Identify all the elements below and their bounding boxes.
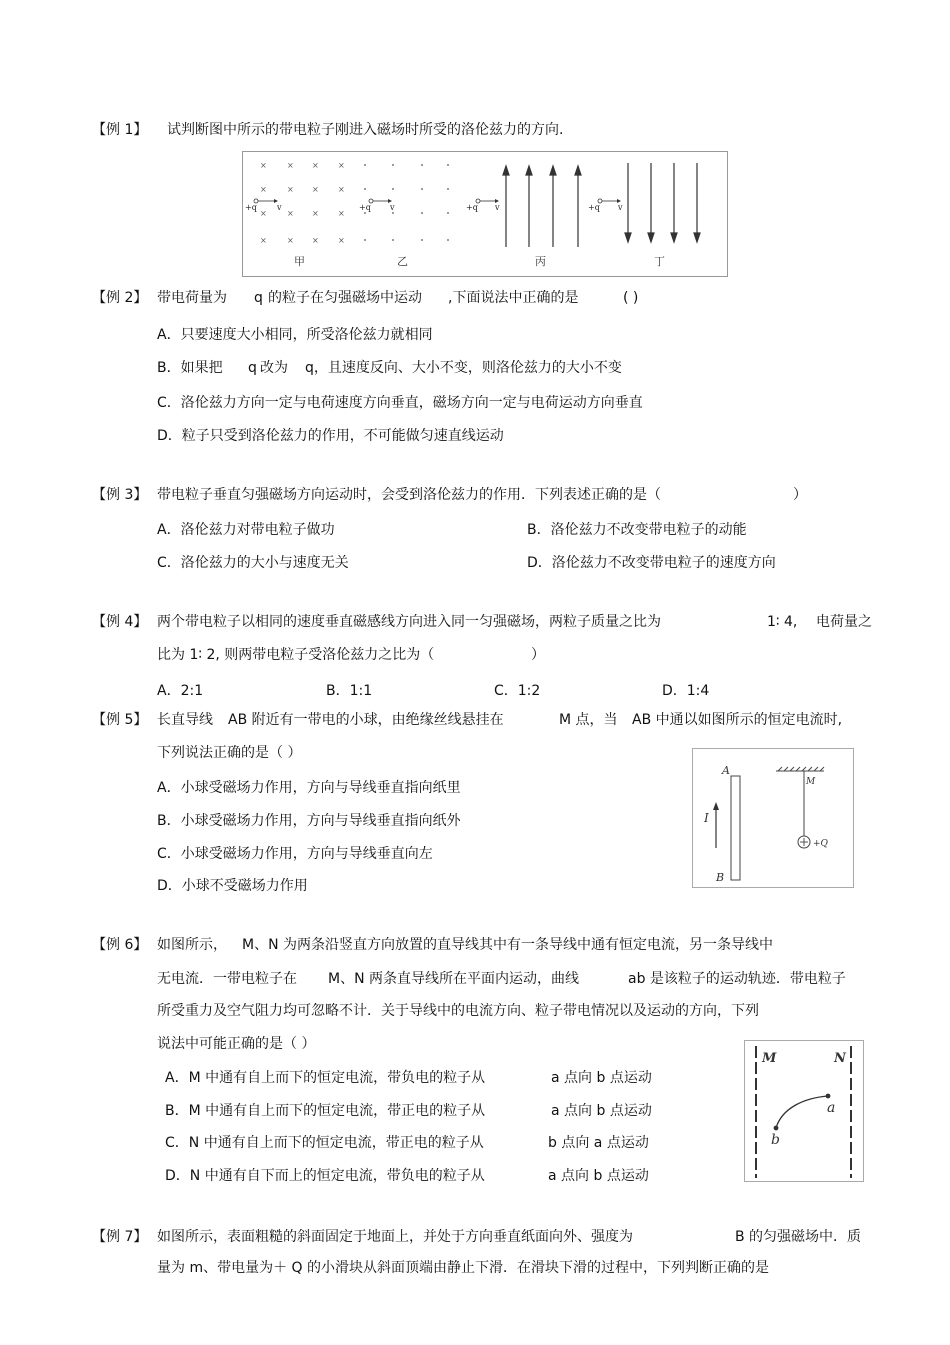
wire-ab: [731, 776, 740, 880]
ex5-option-a: A．小球受磁场力作用，方向与导线垂直指向纸里: [157, 780, 461, 796]
ex4-stem2: 电荷量之: [816, 614, 872, 630]
ex5-s1: 长直导线: [157, 712, 213, 728]
velocity-label: v: [390, 203, 395, 212]
ex2-option-b3: 改为: [260, 360, 288, 376]
ex4-stem1: 两个带电粒子以相同的速度垂直磁感线方向进入同一匀强磁场，两粒子质量之比为: [157, 614, 661, 630]
svg-text:×: ×: [287, 161, 294, 170]
charge-label: +q: [588, 203, 600, 212]
svg-text:×: ×: [312, 236, 319, 245]
ex6-figure: [744, 1040, 864, 1182]
ex4-option-b: B．1:1: [326, 683, 373, 699]
ex5-tag: 【例 5】: [92, 712, 148, 728]
charge-bing: [466, 199, 500, 212]
ex2-option-c: C．洛伦兹力方向一定与电荷速度方向垂直，磁场方向一定与电荷运动方向垂直: [157, 395, 643, 411]
ex5-option-c: C．小球受磁场力作用，方向与导线垂直向左: [157, 846, 433, 862]
ex6-l4: 说法中可能正确的是（ ）: [157, 1036, 316, 1052]
ex6-option-a1: A．M 中通有自上而下的恒定电流，带负电的粒子从: [165, 1070, 486, 1086]
charge-label: +q: [466, 203, 478, 212]
ex4-paren-close: ）: [531, 647, 545, 663]
ex4-tag: 【例 4】: [92, 614, 148, 630]
ex5-option-d: D．小球不受磁场力作用: [157, 878, 308, 894]
svg-text:×: ×: [260, 161, 267, 170]
ex2-option-b1: B．如果把: [157, 360, 223, 376]
ex2-option-b4: q，且速度反向、大小不变，则洛伦兹力的大小不变: [305, 360, 622, 376]
charge-yi: [359, 199, 395, 212]
panel-label-jia: 甲: [294, 255, 305, 268]
ex3-paren-close: ）: [793, 487, 807, 503]
ex4-option-d: D．1:4: [662, 683, 710, 699]
svg-text:×: ×: [338, 236, 345, 245]
ex4-option-c: C．1:2: [494, 683, 541, 699]
label-q: +Q: [813, 839, 828, 849]
ex6-option-b1: B．M 中通有自上而下的恒定电流，带正电的粒子从: [165, 1103, 486, 1119]
svg-text:×: ×: [260, 209, 267, 218]
ex6-l1a: 如图所示，: [157, 937, 227, 953]
ex5-figure: [692, 748, 854, 888]
charge-label: +q: [359, 203, 371, 212]
ex6-l3: 所受重力及空气阻力均可忽略不计．关于导线中的电流方向、粒子带电情况以及运动的方向，下列: [157, 1003, 759, 1019]
svg-text:×: ×: [287, 185, 294, 194]
panel-ding-field: [625, 163, 700, 242]
ex3-option-a: A．洛伦兹力对带电粒子做功: [157, 522, 335, 538]
label-a: A: [722, 764, 730, 777]
ex6-l2b: M、N 两条直导线所在平面内运动，曲线: [328, 971, 580, 987]
ex5-s4: AB 中通以如图所示的恒定电流时,: [632, 712, 843, 728]
ex6-l1b: M、N 为两条沿竖直方向放置的直导线其中有一条导线中通有恒定电流，另一条导线中: [242, 937, 773, 953]
svg-text:×: ×: [260, 236, 267, 245]
svg-text:×: ×: [287, 236, 294, 245]
ex6-option-a2: a 点向 b 点运动: [551, 1070, 652, 1086]
label-a: a: [827, 1100, 836, 1116]
panel-jia-crosses: [260, 161, 345, 245]
ex2-stem-a: 带电荷量为: [157, 290, 227, 306]
ex3-option-d: D．洛伦兹力不改变带电粒子的速度方向: [527, 555, 776, 571]
ex6-option-d2: a 点向 b 点运动: [548, 1168, 649, 1184]
ex3-option-b: B．洛伦兹力不改变带电粒子的动能: [527, 522, 747, 538]
ex2-answer-paren: ( ): [623, 290, 639, 306]
svg-text:×: ×: [260, 185, 267, 194]
label-b: B: [716, 871, 725, 884]
panel-label-ding: 丁: [654, 255, 665, 268]
ex5-s2: AB 附近有一带电的小球，由绝缘丝线悬挂在: [228, 712, 504, 728]
panel-yi-dots: [364, 164, 449, 241]
svg-text:×: ×: [312, 185, 319, 194]
ex6-l2a: 无电流．一带电粒子在: [157, 971, 297, 987]
velocity-label: v: [277, 203, 282, 212]
ex6-l2c: ab 是该粒子的运动轨迹．带电粒子: [628, 971, 846, 987]
label-b: b: [771, 1132, 780, 1148]
ex4-option-a: A．2:1: [157, 683, 204, 699]
ex2-option-b2: q: [248, 360, 257, 376]
svg-text:×: ×: [338, 161, 345, 170]
panel-label-bing: 丙: [535, 255, 546, 268]
label-m: M: [806, 777, 816, 787]
ex7-l2: 量为 m、带电量为＋ Q 的小滑块从斜面顶端由静止下滑．在滑块下滑的过程中，下列判断正确的是: [157, 1260, 770, 1276]
velocity-label: v: [618, 203, 623, 212]
ex4-ratio: 1∶ 4,: [767, 614, 798, 630]
ex6-tag: 【例 6】: [92, 937, 148, 953]
ex3-stem: 带电粒子垂直匀强磁场方向运动时，会受到洛伦兹力的作用．下列表述正确的是（: [157, 487, 661, 503]
ex2-stem-d: ,下面说法中正确的是: [448, 290, 579, 306]
ex1-question: 试判断图中所示的带电粒子刚进入磁场时所受的洛伦兹力的方向.: [167, 122, 564, 138]
ex6-option-b2: a 点向 b 点运动: [551, 1103, 652, 1119]
ex6-option-c1: C．N 中通有自上而下的恒定电流，带正电的粒子从: [165, 1135, 484, 1151]
velocity-label: v: [495, 203, 500, 212]
svg-text:×: ×: [312, 161, 319, 170]
panel-label-yi: 乙: [397, 255, 408, 268]
label-i: I: [704, 811, 709, 825]
ex3-tag: 【例 3】: [92, 487, 148, 503]
current-arrow: [713, 802, 719, 848]
svg-text:×: ×: [312, 209, 319, 218]
ex1-tag: 【例 1】: [92, 122, 148, 138]
ex7-l1b: B 的匀强磁场中．质: [735, 1229, 862, 1245]
ex6-option-d1: D．N 中通有自下而上的恒定电流，带负电的粒子从: [165, 1168, 485, 1184]
trajectory-ab: [776, 1096, 828, 1128]
panel-bing-field: [503, 166, 581, 247]
ex4-line2: 比为 1∶ 2, 则两带电粒子受洛伦兹力之比为（: [157, 647, 435, 663]
ex2-stem-b: q: [254, 290, 263, 306]
ceiling: [776, 767, 824, 771]
ex2-option-a: A．只要速度大小相同，所受洛伦兹力就相同: [157, 327, 433, 343]
ex5-option-b: B．小球受磁场力作用，方向与导线垂直指向纸外: [157, 813, 461, 829]
ex1-figure: [242, 151, 728, 277]
label-m: M: [762, 1051, 777, 1066]
ex3-option-c: C．洛伦兹力的大小与速度无关: [157, 555, 349, 571]
ex6-option-c2: b 点向 a 点运动: [548, 1135, 649, 1151]
ex5-line2: 下列说法正确的是（ ）: [157, 745, 302, 761]
svg-text:×: ×: [338, 209, 345, 218]
ex2-option-d: D．粒子只受到洛伦兹力的作用，不可能做匀速直线运动: [157, 428, 504, 444]
ex7-l1a: 如图所示，表面粗糙的斜面固定于地面上，并处于方向垂直纸面向外、强度为: [157, 1229, 633, 1245]
charge-label: +q: [245, 203, 257, 212]
svg-text:×: ×: [287, 209, 294, 218]
charge-ding: [588, 199, 623, 212]
ex5-s3: M 点，当: [559, 712, 618, 728]
svg-text:×: ×: [338, 185, 345, 194]
ex2-stem-c: 的粒子在匀强磁场中运动: [268, 290, 422, 306]
ex7-tag: 【例 7】: [92, 1229, 148, 1245]
label-n: N: [834, 1051, 846, 1066]
charged-ball: [798, 836, 810, 848]
ex2-tag: 【例 2】: [92, 290, 148, 306]
